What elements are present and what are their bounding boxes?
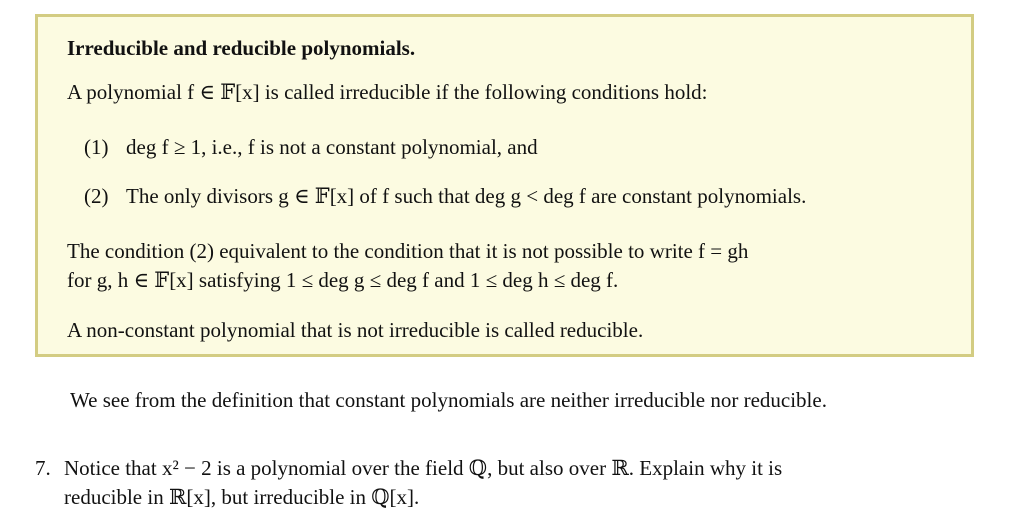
remark-text: We see from the definition that constant polynomials are neither irreducible nor reducible. <box>70 388 827 412</box>
definition-title: Irreducible and reducible polynomials. <box>67 36 416 60</box>
exercise-number: 7. <box>35 456 51 480</box>
exercise-line-1: Notice that x² − 2 is a polynomial over the field ℚ, but also over ℝ. Explain why it is <box>64 456 783 480</box>
condition-2-number: (2) <box>84 184 109 208</box>
equivalence-line-1: The condition (2) equivalent to the condition that it is not possible to write f = gh <box>67 239 749 263</box>
equivalence-line-2: for g, h ∈ 𝔽[x] satisfying 1 ≤ deg g ≤ deg f and 1 ≤ deg h ≤ deg f. <box>67 268 619 292</box>
condition-1-text: deg f ≥ 1, i.e., f is not a constant polynomial, and <box>126 135 538 159</box>
definition-intro: A polynomial f ∈ 𝔽[x] is called irreducible if the following conditions hold: <box>67 80 708 104</box>
condition-1 <box>84 134 538 160</box>
definition-box <box>35 14 974 357</box>
condition-2-text: The only divisors g ∈ 𝔽[x] of f such that deg g < deg f are constant polynomials. <box>126 184 807 208</box>
condition-1-number: (1) <box>84 135 109 159</box>
condition-2 <box>84 183 806 209</box>
exercise-line-2: reducible in ℝ[x], but irreducible in ℚ[x]. <box>64 485 420 509</box>
reducible-definition: A non-constant polynomial that is not irreducible is called reducible. <box>67 318 644 342</box>
